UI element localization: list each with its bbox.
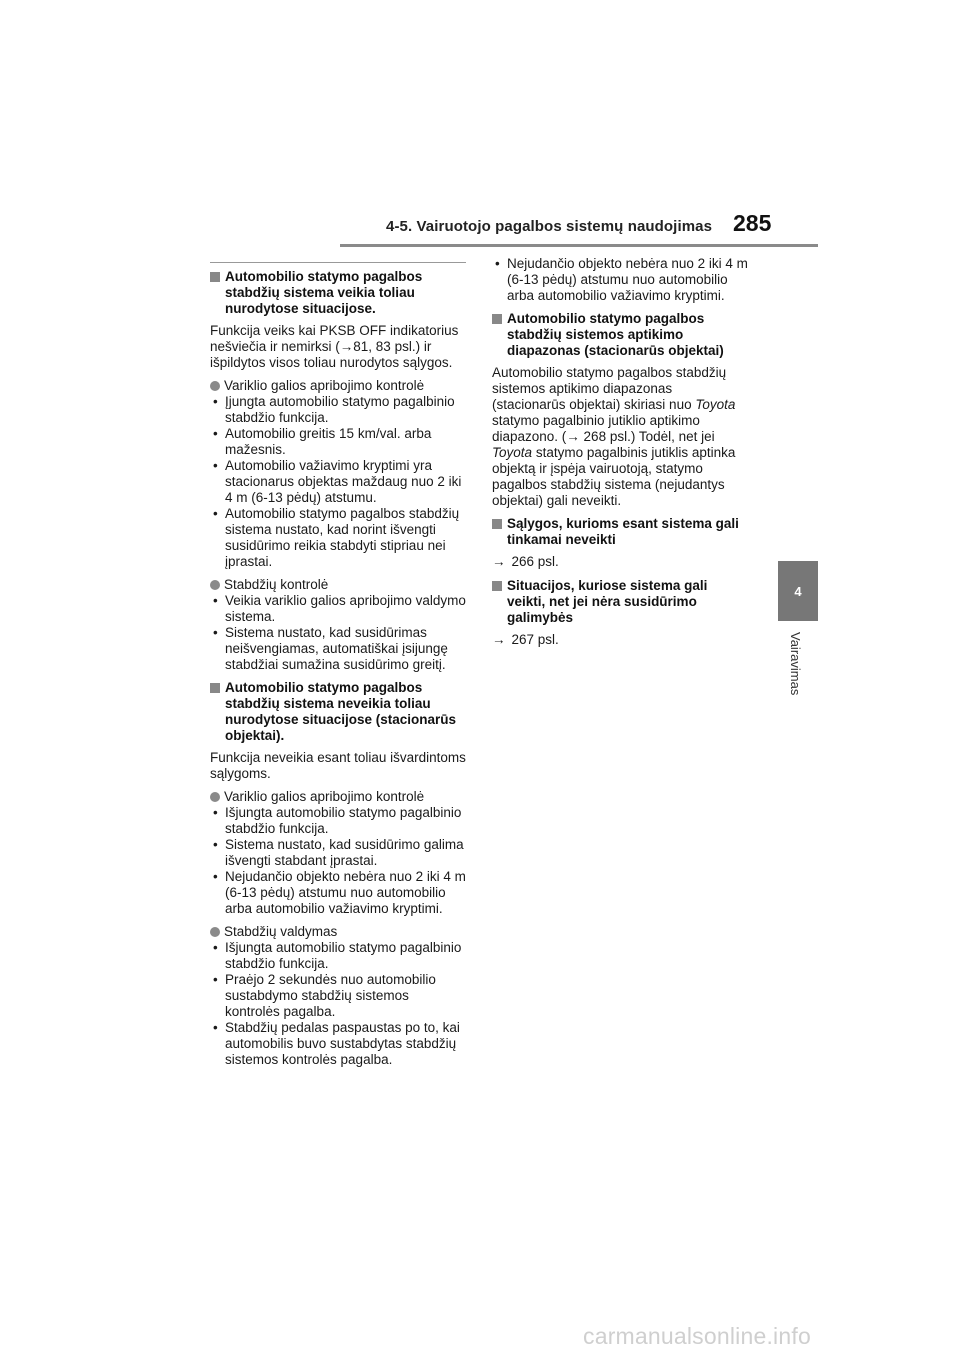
list-item: • Įjungta automobilio statymo pagalbinio stabdžio funkcija. xyxy=(210,394,466,426)
watermark: carmanualsonline.info xyxy=(583,1323,811,1349)
paragraph: Funkcija neveikia esant toliau išvardintoms sąlygoms. xyxy=(210,750,466,781)
page-reference-text: 267 psl. xyxy=(511,632,559,647)
bullet-list xyxy=(492,256,748,304)
paragraph-text: statymo pagalbinio jutiklio aptikimo diapazono. (→ 268 psl.) Todėl, net jei xyxy=(492,413,715,444)
left-column xyxy=(210,262,466,1075)
subsection-heading xyxy=(210,577,466,593)
brand-name: Toyota xyxy=(695,397,736,412)
paragraph: Funkcija veiks kai PKSB OFF indikatorius nešviečia ir nemirksi (→81, 83 psl.) ir išpildytos visos toliau nurodytos sąlygos. xyxy=(210,323,459,370)
paragraph xyxy=(492,365,748,509)
section-heading-text: Automobilio statymo pagalbos stabdžių sistemos aptikimo diapazonas (stacionarūs objektai) xyxy=(507,311,724,358)
section-heading xyxy=(210,269,466,317)
section-heading xyxy=(492,311,748,359)
list-item: • Nejudančio objekto nebėra nuo 2 iki 4 m (6-13 pėdų) atstumu nuo automobilio arba automobilio važiavimo kryptimi. xyxy=(492,256,748,304)
circle-bullet-icon xyxy=(210,927,220,937)
section-heading xyxy=(492,578,748,626)
paragraph-text: statymo pagalbinis jutiklis aptinka objektą ir įspėja vairuotoją, statymo pagalbos stabdžių sistema (nejudantys objektai) gali neveikti. xyxy=(492,445,736,508)
list-item: • Automobilio greitis 15 km/val. arba mažesnis. xyxy=(210,426,466,458)
subsection-heading xyxy=(210,924,466,940)
bullet-list xyxy=(210,593,466,673)
chapter-tab[interactable] xyxy=(778,561,818,621)
list-item: • Automobilio važiavimo kryptimi yra stacionarus objektas maždaug nuo 2 iki 4 m (6-13 pėdų) atstumu. xyxy=(210,458,466,506)
chapter-label: Vairavimas xyxy=(788,632,803,696)
list-item: • Išjungta automobilio statymo pagalbinio stabdžio funkcija. xyxy=(210,940,466,972)
list-item: • Išjungta automobilio statymo pagalbinio stabdžio funkcija. xyxy=(210,805,466,837)
square-bullet-icon xyxy=(210,272,220,282)
bullet-list xyxy=(210,940,466,1068)
circle-bullet-icon xyxy=(210,580,220,590)
section-heading xyxy=(492,516,748,548)
arrow-right-icon: → xyxy=(492,632,506,647)
square-bullet-icon xyxy=(492,581,502,591)
bullet-list xyxy=(210,805,466,917)
subsection-heading-text: Variklio galios apribojimo kontrolė xyxy=(224,378,425,393)
subsection-heading xyxy=(210,378,466,394)
section-heading-text: Sąlygos, kurioms esant sistema gali tinkamai neveikti xyxy=(507,516,739,547)
list-item: • Sistema nustato, kad susidūrimas neišvengiamas, automatiškai įsijungę stabdžiai sumažina susidūrimo greitį. xyxy=(210,625,466,673)
section-heading xyxy=(210,680,466,744)
subsection-heading-text: Stabdžių kontrolė xyxy=(224,577,329,592)
brand-name: Toyota xyxy=(492,445,533,460)
list-item: • Veikia variklio galios apribojimo valdymo sistema. xyxy=(210,593,466,625)
square-bullet-icon xyxy=(492,519,502,529)
arrow-right-icon: → xyxy=(492,554,506,569)
list-item: • Stabdžių pedalas paspaustas po to, kai automobilis buvo sustabdytas stabdžių sistemos kontrolės pagalba. xyxy=(210,1020,466,1068)
page-reference-text: 266 psl. xyxy=(511,554,559,569)
square-bullet-icon xyxy=(492,314,502,324)
circle-bullet-icon xyxy=(210,381,220,391)
list-item: • Praėjo 2 sekundės nuo automobilio sustabdymo stabdžių sistemos kontrolės pagalba. xyxy=(210,972,466,1020)
subsection-heading xyxy=(210,789,466,805)
section-title: 4-5. Vairuotojo pagalbos sistemų naudojimas xyxy=(386,218,713,235)
section-heading-text: Automobilio statymo pagalbos stabdžių sistema neveikia toliau nurodytose situacijose (stacionarūs objektai). xyxy=(225,680,457,743)
chapter-number: 4 xyxy=(794,583,802,599)
bullet-list xyxy=(210,394,466,570)
subsection-heading-text: Stabdžių valdymas xyxy=(224,924,338,939)
paragraph-text: Automobilio statymo pagalbos stabdžių sistemos aptikimo diapazonas (stacionarūs objektai) skiriasi nuo xyxy=(492,365,727,412)
column-divider xyxy=(210,262,466,263)
header-divider xyxy=(340,244,818,247)
square-bullet-icon xyxy=(210,683,220,693)
page-reference[interactable] xyxy=(492,632,748,648)
section-heading-text: Situacijos, kuriose sistema gali veikti, net jei nėra susidūrimo galimybės xyxy=(507,578,708,625)
list-item: • Automobilio statymo pagalbos stabdžių sistema nustato, kad norint išvengti susidūrimo reikia stabdyti stipriau nei įprastai. xyxy=(210,506,466,570)
circle-bullet-icon xyxy=(210,792,220,802)
page-number: 285 xyxy=(733,210,772,236)
page-reference[interactable] xyxy=(492,554,748,570)
list-item: • Sistema nustato, kad susidūrimo galima išvengti stabdant įprastai. xyxy=(210,837,466,869)
section-heading-text: Automobilio statymo pagalbos stabdžių sistema veikia toliau nurodytose situacijose. xyxy=(225,269,423,316)
list-item: • Nejudančio objekto nebėra nuo 2 iki 4 m (6-13 pėdų) atstumu nuo automobilio arba automobilio važiavimo kryptimi. xyxy=(210,869,466,917)
subsection-heading-text: Variklio galios apribojimo kontrolė xyxy=(224,789,425,804)
right-column xyxy=(492,256,748,656)
